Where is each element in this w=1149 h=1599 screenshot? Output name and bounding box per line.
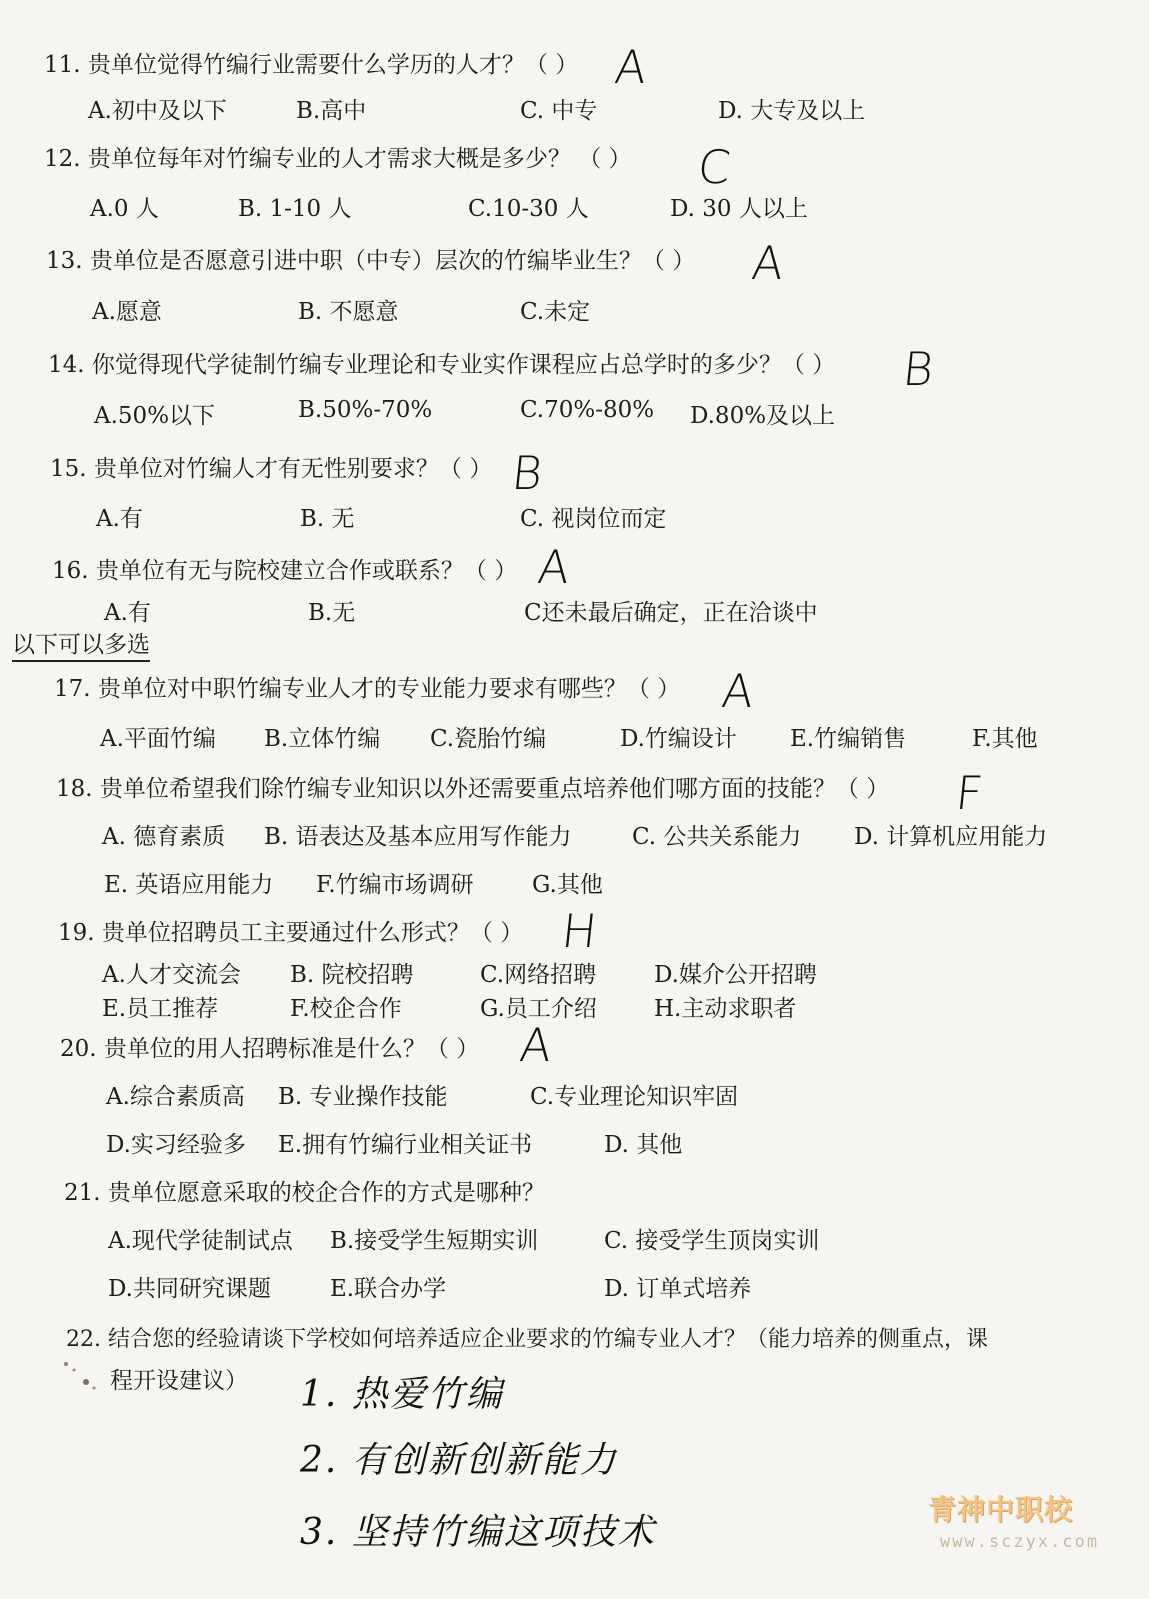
option: C. 中专 xyxy=(520,98,598,124)
option: D.竹编设计 xyxy=(620,726,737,752)
option: B.高中 xyxy=(296,98,367,124)
option: C.专业理论知识牢固 xyxy=(530,1084,739,1110)
watermark-logo-text: 青神中职校 xyxy=(928,1493,1074,1526)
handwritten-answer-3: 3. 坚持竹编这项技术 xyxy=(300,1512,656,1553)
option: C. 接受学生顶岗实训 xyxy=(604,1228,820,1254)
option: B. 专业操作技能 xyxy=(278,1084,448,1110)
option: F.竹编市场调研 xyxy=(316,872,474,898)
option: D.媒介公开招聘 xyxy=(654,962,817,988)
answer-19: H xyxy=(559,904,600,958)
answer-20: A xyxy=(517,1018,555,1072)
option: D. 大专及以上 xyxy=(718,98,866,124)
option: C还未最后确定，正在洽谈中 xyxy=(524,600,818,626)
option: D. 订单式培养 xyxy=(604,1276,752,1302)
question-22-cont: 程开设建议） xyxy=(110,1368,248,1394)
option: H.主动求职者 xyxy=(654,996,797,1022)
answer-18: F xyxy=(953,766,986,820)
handwritten-answer-1: 1. 热爱竹编 xyxy=(300,1374,504,1415)
option: B.接受学生短期实训 xyxy=(330,1228,539,1254)
option: C. 公共关系能力 xyxy=(632,824,802,850)
answer-16: A xyxy=(535,540,573,594)
answer-15: B xyxy=(509,446,545,500)
option: E.联合办学 xyxy=(330,1276,447,1302)
option: G.其他 xyxy=(532,872,603,898)
option: E.竹编销售 xyxy=(790,726,907,752)
question-21: 21. 贵单位愿意采取的校企合作的方式是哪种？ xyxy=(64,1180,545,1206)
option: B. 无 xyxy=(300,506,355,532)
option: A.平面竹编 xyxy=(100,726,216,752)
option: A.愿意 xyxy=(92,299,162,325)
option: A.现代学徒制试点 xyxy=(108,1228,293,1254)
question-11: 11. 贵单位觉得竹编行业需要什么学历的人才？（ ） xyxy=(44,52,579,78)
question-13: 13. 贵单位是否愿意引进中职（中专）层次的竹编毕业生？（ ） xyxy=(46,248,696,274)
option: A.有 xyxy=(96,506,143,532)
option: C.未定 xyxy=(520,299,591,325)
question-17: 17. 贵单位对中职竹编专业人才的专业能力要求有哪些？（ ） xyxy=(54,676,681,702)
multi-select-heading: 以下可以多选 xyxy=(12,626,150,662)
option: A.50%以下 xyxy=(94,403,216,429)
answer-12: C xyxy=(695,140,733,194)
watermark-url: www.sczyx.com xyxy=(940,1532,1100,1552)
handwritten-answer-2: 2. 有创新创新能力 xyxy=(300,1440,618,1481)
question-14: 14. 你觉得现代学徒制竹编专业理论和专业实作课程应占总学时的多少？（ ） xyxy=(48,352,836,378)
option: F.其他 xyxy=(972,726,1038,752)
option: B.立体竹编 xyxy=(264,726,381,752)
option: C.网络招聘 xyxy=(480,962,597,988)
question-22: 22. 结合您的经验请谈下学校如何培养适应企业要求的竹编专业人才？（能力培养的侧重点，课 xyxy=(66,1327,988,1352)
option: D. 30 人以上 xyxy=(670,196,808,222)
answer-14: B xyxy=(900,342,936,396)
option: A. 德育素质 xyxy=(102,824,226,850)
answer-11: A xyxy=(612,40,650,94)
option: F.校企合作 xyxy=(290,996,402,1022)
option: G.员工介绍 xyxy=(480,996,597,1022)
question-15: 15. 贵单位对竹编人才有无性别要求？（ ） xyxy=(50,456,493,482)
option: C. 视岗位而定 xyxy=(520,506,667,532)
question-18: 18. 贵单位希望我们除竹编专业知识以外还需要重点培养他们哪方面的技能？（ ） xyxy=(56,776,890,802)
question-20: 20. 贵单位的用人招聘标准是什么？（ ） xyxy=(60,1036,480,1062)
stain-mark xyxy=(56,1356,106,1396)
option: B. 语表达及基本应用写作能力 xyxy=(264,824,572,850)
option: D.共同研究课题 xyxy=(108,1276,271,1302)
option: D. 计算机应用能力 xyxy=(854,824,1048,850)
option: C.10-30 人 xyxy=(468,196,589,222)
option: E.员工推荐 xyxy=(102,996,219,1022)
option: B. 院校招聘 xyxy=(290,962,414,988)
question-12: 12. 贵单位每年对竹编专业的人才需求大概是多少？ （ ） xyxy=(44,146,632,172)
option: D.实习经验多 xyxy=(106,1132,246,1158)
question-19: 19. 贵单位招聘员工主要通过什么形式？（ ） xyxy=(58,920,524,946)
option: C.瓷胎竹编 xyxy=(430,726,547,752)
option: A.有 xyxy=(104,600,151,626)
option: B. 不愿意 xyxy=(298,299,399,325)
option: A.0 人 xyxy=(90,196,159,222)
option: A.初中及以下 xyxy=(88,98,227,124)
option: B. 1-10 人 xyxy=(238,196,352,222)
option: D. 其他 xyxy=(604,1132,683,1158)
option: B.50%-70% xyxy=(298,397,433,423)
option: D.80%及以上 xyxy=(690,403,836,429)
option: C.70%-80% xyxy=(520,397,655,423)
option: A.人才交流会 xyxy=(102,962,241,988)
question-16: 16. 贵单位有无与院校建立合作或联系？（ ） xyxy=(52,558,518,584)
answer-17: A xyxy=(719,664,757,718)
answer-13: A xyxy=(749,236,787,290)
option: B.无 xyxy=(308,600,356,626)
option: E.拥有竹编行业相关证书 xyxy=(278,1132,533,1158)
option: E. 英语应用能力 xyxy=(104,872,274,898)
option: A.综合素质高 xyxy=(106,1084,245,1110)
